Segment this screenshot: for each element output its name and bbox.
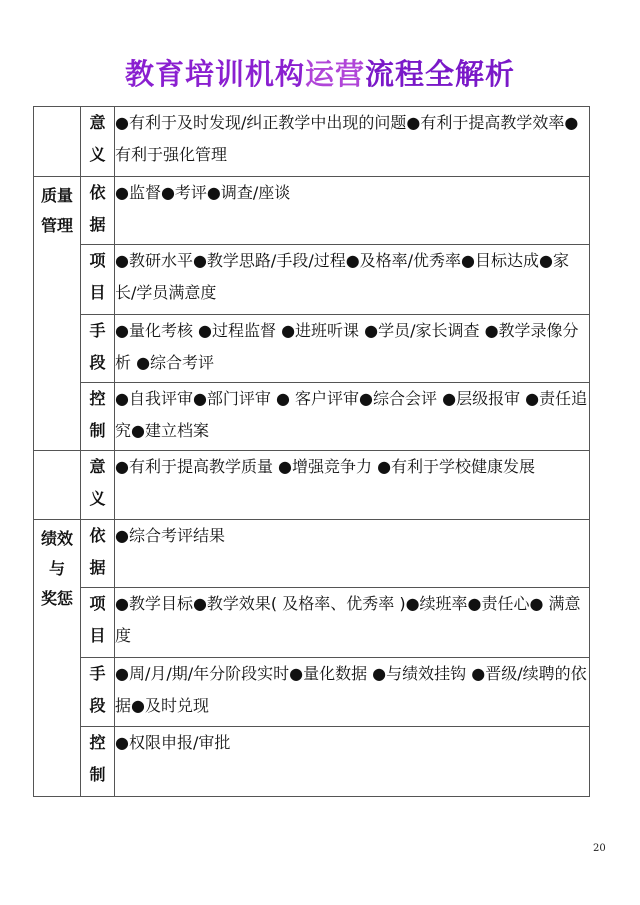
row-label: 依 据 [81,520,115,588]
title-part-2: 运营 [304,57,365,91]
table-row [34,245,590,315]
row-content: ●教学目标●教学效果( 及格率、优秀率 )●续班率●责任心● 满意度 [115,588,590,658]
row-label: 依 据 [81,177,115,245]
table-row [34,658,590,727]
row-label: 意 义 [81,451,115,520]
row-content: ●量化考核 ●过程监督 ●进班听课 ●学员/家长调查 ●教学录像分析 ●综合考评 [115,315,590,383]
row-label: 手 段 [81,658,115,727]
page-title [0,52,640,93]
row-label: 项 目 [81,245,115,315]
row-content: ●监督●考评●调查/座谈 [115,177,590,245]
row-content: ●有利于提高教学质量 ●增强竞争力 ●有利于学校健康发展 [115,451,590,520]
page-number: 20 [593,843,606,854]
row-label: 项 目 [81,588,115,658]
table-row [34,451,590,520]
category-cell-empty [34,107,81,177]
title-part-1: 教育培训机构 [124,57,305,91]
title-part-3: 流程全解析 [365,57,516,91]
row-content: ●教研水平●教学思路/手段/过程●及格率/优秀率●目标达成●家长/学员满意度 [115,245,590,315]
table-row [34,383,590,451]
process-table [33,106,590,797]
row-label: 控 制 [81,383,115,451]
table-row [34,727,590,797]
category-cell-empty [34,451,81,520]
row-content: ●有利于及时发现/纠正教学中出现的问题●有利于提高教学效率●有利于强化管理 [115,107,590,177]
row-content: ●综合考评结果 [115,520,590,588]
table-row [34,588,590,658]
row-label: 手 段 [81,315,115,383]
row-label: 控 制 [81,727,115,797]
table-row [34,177,590,245]
category-quality-management: 质量 管理 [34,177,81,451]
row-label: 意 义 [81,107,115,177]
table-row [34,315,590,383]
table-row [34,520,590,588]
row-content: ●周/月/期/年分阶段实时●量化数据 ●与绩效挂钩 ●晋级/续聘的依据●及时兑现 [115,658,590,727]
row-content: ●自我评审●部门评审 ● 客户评审●综合会评 ●层级报审 ●责任追究●建立档案 [115,383,590,451]
row-content: ●权限申报/审批 [115,727,590,797]
category-performance-rewards: 绩效 与 奖惩 [34,520,81,797]
table-row [34,107,590,177]
